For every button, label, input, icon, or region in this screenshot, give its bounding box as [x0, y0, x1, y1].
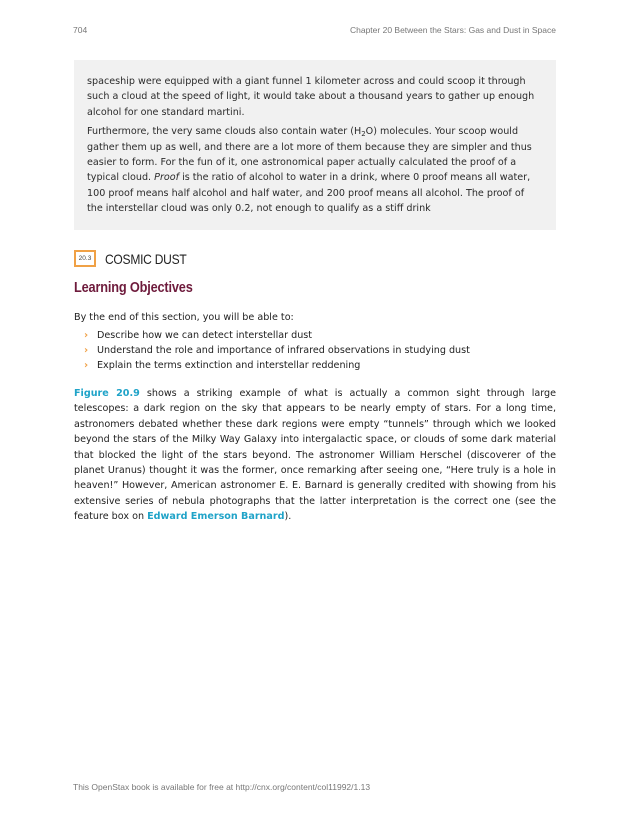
section-title: COSMIC DUST: [105, 250, 187, 267]
text-run: is the ratio of alcohol to water in a drink, where 0 proof means all water, 100 proof means half alcohol and half water, and 200 proof means all alcohol. The proof of the interstellar cloud was only 0.2, not enough to qualify as a stiff drink: [87, 172, 531, 215]
feature-box-paragraph-1: spaceship were equipped with a giant funnel 1 kilometer across and could scoop it through such a cloud at the speed of light, it would take about a thousand years to gather up enough alcohol for one standard martini.: [87, 76, 535, 118]
list-item: [84, 343, 470, 358]
footer: This OpenStax book is available for free at http://cnx.org/content/col11992/1.13: [73, 782, 371, 792]
running-head: Chapter 20 Between the Stars: Gas and Dust in Space: [349, 25, 556, 35]
feature-box-link[interactable]: Edward Emerson Barnard: [147, 511, 285, 523]
section-number-badge: 20.3: [74, 250, 96, 267]
list-item: [84, 358, 470, 373]
chevron-right-icon: ›: [84, 360, 89, 371]
italic-term: Proof: [154, 172, 180, 184]
text-run: shows a striking example of what is actually a common sight through large telescopes: a dark region on the sky that appears to be nearly empty of stars. For a long time, astronomers debated whether these dark regions were empty “tunnels” through which we looked beyond the stars of the Milky Way Galaxy into intergalactic space, or clouds of some dark material that blocked the light of the stars beyond. The astronomer William Herschel (discoverer of the planet Uranus) thought it was the former, once remarking after seeing one, “Here truly is a hole in heaven!” However, American astronomer E. E. Barnard is generally credited with showing from his extensive series of nebula photographs that the latter interpretation is the correct one (see the feature box on: [74, 388, 557, 523]
text-run: O) molecules. Your scoop would gather them up as well, and there are a lot more of them because they are simpler and thus easier to form. For the fun of it, one astronomical paper actually calculated the proof of a typical cloud.: [87, 126, 532, 184]
feature-box: [74, 60, 556, 230]
figure-link[interactable]: Figure 20.9: [74, 388, 140, 399]
section-heading: [74, 250, 200, 267]
learning-objectives-title: Learning Objectives: [74, 280, 193, 296]
list-item-text: Understand the role and importance of infrared observations in studying dust: [97, 345, 470, 356]
chevron-right-icon: ›: [84, 330, 89, 341]
list-item: [84, 328, 470, 343]
learning-objectives-list: [84, 328, 470, 373]
list-item-text: Explain the terms extinction and interstellar reddening: [97, 360, 361, 371]
chevron-right-icon: ›: [84, 345, 89, 356]
feature-box-paragraph-2: [87, 124, 542, 216]
page-number: 704: [73, 25, 88, 35]
learning-objectives-intro: By the end of this section, you will be able to:: [74, 312, 294, 323]
subscript: 2: [361, 130, 366, 139]
text-run: Furthermore, the very same clouds also contain water (H: [87, 126, 362, 138]
text-run: ).: [284, 511, 292, 523]
list-item-text: Describe how we can detect interstellar dust: [97, 330, 313, 341]
body-paragraph: [74, 386, 556, 525]
